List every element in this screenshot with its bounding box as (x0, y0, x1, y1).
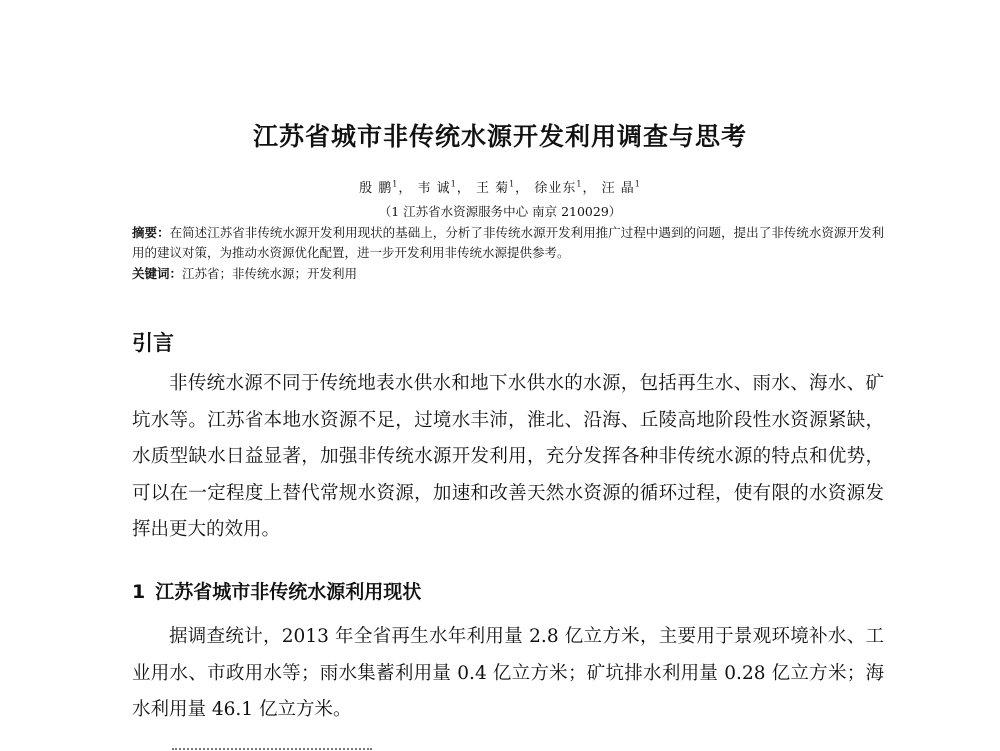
author-affiliation-mark: 1 (634, 179, 641, 189)
author-name: 韦 诚 (417, 181, 451, 196)
abstract-text: 在简述江苏省非传统水源开发利用现状的基础上，分析了非传统水源开发利用推广过程中遇到的问题，提出了非传统水资源开发利用的建议对策，为推动水资源优化配置，进一步开发利用非传统水源提供参考。 (132, 225, 884, 260)
author-affiliation-mark: 1 (509, 179, 516, 189)
keywords (132, 264, 884, 284)
keywords-text: 江苏省；非传统水源；开发利用 (182, 266, 358, 281)
author-name: 殷 鹏 (359, 181, 393, 196)
author-affiliation-mark: 1 (392, 179, 399, 189)
author-separator: ， (582, 181, 597, 196)
author-name: 徐业东 (534, 181, 577, 196)
paper-title: 江苏省城市非传统水源开发利用调查与思考 (252, 122, 747, 151)
author-affiliation-mark: 1 (576, 179, 583, 189)
intro-heading: 引言 (132, 331, 174, 355)
author-affiliation: （1 江苏省水资源服务中心 南京 210029） (378, 204, 622, 219)
author-separator: ， (398, 181, 413, 196)
section-number: 1 (132, 581, 146, 603)
abstract-label: 摘要： (132, 225, 170, 240)
abstract (132, 223, 884, 263)
cut-off-next-heading (172, 744, 372, 751)
section-1-heading (132, 577, 421, 604)
author-separator: ， (515, 181, 530, 196)
author-name: 汪 晶 (601, 181, 635, 196)
section-1-paragraph: 据调查统计，2013 年全省再生水年利用量 2.8 亿立方米，主要用于景观环境补水、工业用水、市政用水等；雨水集蓄利用量 0.4 亿立方米；矿坑排水利用量 0.28 亿立方米；海水利用量 46.1 亿立方米。 (132, 626, 884, 720)
author-affiliation-mark: 1 (450, 179, 457, 189)
intro-paragraph: 非传统水源不同于传统地表水供水和地下水供水的水源，包括再生水、雨水、海水、矿坑水等。江苏省本地水资源不足，过境水丰沛，淮北、沿海、丘陵高地阶段性水资源紧缺，水质型缺水日益显著，加强非传统水源开发利用，充分发挥各种非传统水源的特点和优势，可以在一定程度上替代常规水资源，加速和改善天然水资源的循环过程，使有限的水资源发挥出更大的效用。 (132, 373, 884, 540)
keywords-label: 关键词： (132, 266, 183, 281)
author-separator: ， (456, 181, 471, 196)
author-list (0, 177, 1000, 196)
author-name: 王 菊 (475, 181, 510, 196)
section-title: 江苏省城市非传统水源利用现状 (155, 581, 422, 603)
